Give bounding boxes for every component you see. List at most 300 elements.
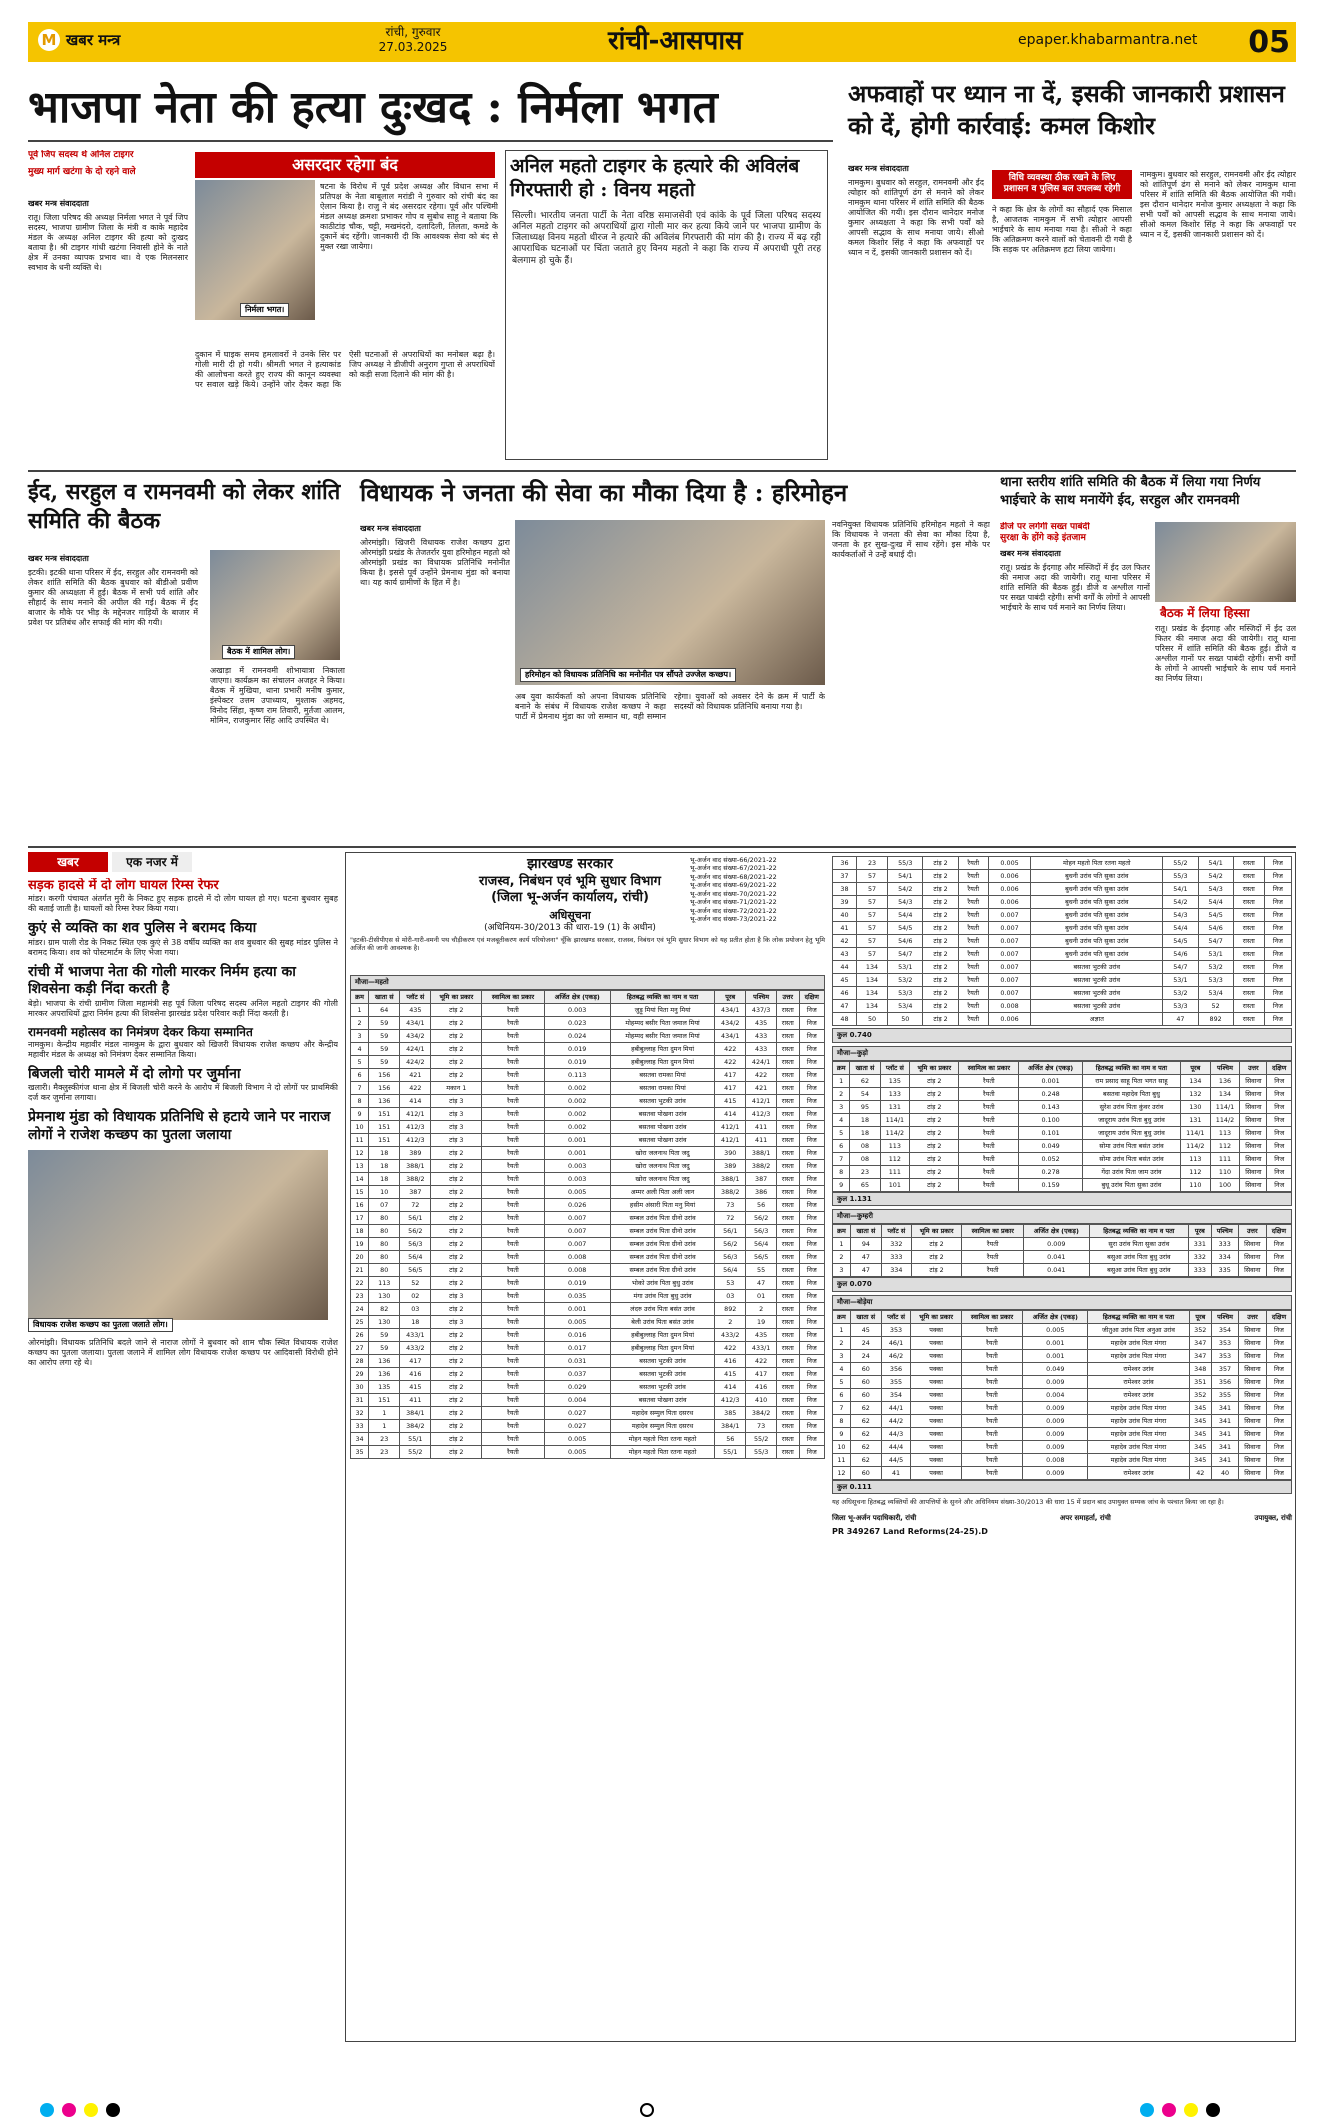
table-cell: निज (1266, 1375, 1291, 1388)
table-row (833, 1375, 1292, 1388)
table-cell: 14 (351, 1172, 369, 1185)
table-cell: टांड़ 3 (431, 1315, 482, 1328)
table-cell: महादेव उरांव पिता मंगरा (1088, 1349, 1189, 1362)
table-cell: 0.002 (544, 1107, 610, 1120)
table-cell: टांड़ 3 (431, 1133, 482, 1146)
table-cell: 9 (833, 1427, 851, 1440)
table-cell: 354 (881, 1388, 911, 1401)
table-cell: 57 (856, 922, 887, 935)
table-cell: 0.003 (544, 1172, 610, 1185)
table-cell: रास्ता (777, 1367, 799, 1380)
table-cell: 0.143 (1019, 1100, 1083, 1113)
table-cell: 56/1 (400, 1211, 431, 1224)
table-row (351, 1107, 825, 1120)
table-cell: निज (1266, 1440, 1291, 1453)
table-cell: 132 (1180, 1087, 1210, 1100)
table-cell: बसतवा पोखना उरांव (610, 1120, 715, 1133)
table-row (833, 1178, 1292, 1191)
table-cell: 412/3 (715, 1393, 746, 1406)
table-cell: 434/1 (715, 1029, 746, 1042)
table-cell: जादूराय उरांव पिता बुधु उरांव (1082, 1113, 1180, 1126)
column-header: प्लॉट सं (881, 1225, 911, 1238)
table-cell: 411 (746, 1133, 777, 1146)
table-cell: रैयती (482, 1276, 544, 1289)
table-cell: 434/2 (400, 1029, 431, 1042)
eid-col1 (28, 550, 198, 840)
table-cell: हबीबुल्लाह पिता दुमन मियां (610, 1055, 715, 1068)
table-cell: सिवाना (1240, 1087, 1267, 1100)
table-cell: मोहन महतो पिता रतना महतो (1031, 857, 1163, 870)
kamal-body-2: ने कहा कि क्षेत्र के लोगों का सौहार्द एक मिसाल है, आजतक नामकुम में सभी त्योहार आपसी भाईचारे के साथ मनाया गया है। सीओ ने कहा कि अतिक्रमण करने वालों को चेतावनी दी गयी है कि सड़क पर अतिक्रमण हटा लिया जायेगा। (992, 204, 1132, 254)
table-row (833, 974, 1292, 987)
column-header: पूरब (1180, 1061, 1210, 1074)
table-cell: टांड़ 2 (431, 1042, 482, 1055)
table-cell: 0.003 (544, 1003, 610, 1016)
nazar-tag: खबर (28, 852, 108, 872)
table-row (351, 1185, 825, 1198)
column-header: उत्तर (1238, 1225, 1266, 1238)
table-cell: मोहम्मद बसीर पिता जमाल मियां (610, 1029, 715, 1042)
table-row (833, 1251, 1292, 1264)
table-cell: रैयती (961, 1453, 1022, 1466)
table-cell: मंगा उरांव पिता बुधु उरांव (610, 1289, 715, 1302)
case-ref: भू-अर्जन वाद संख्या-66/2021-22 (690, 856, 777, 864)
table-cell: 23 (850, 1165, 880, 1178)
table-cell: 135 (880, 1074, 910, 1087)
table-cell: 59 (369, 1328, 400, 1341)
table-cell: सिवाना (1240, 1074, 1267, 1087)
table-cell: रैयती (961, 1349, 1022, 1362)
table-cell: रैयती (482, 1211, 544, 1224)
table-cell: टांड़ 2 (431, 1172, 482, 1185)
table-cell: रास्ता (1233, 935, 1264, 948)
table-cell: रैयती (958, 987, 988, 1000)
table-cell: 110 (1180, 1178, 1210, 1191)
table-cell: 53/1 (1163, 974, 1198, 987)
lead-bullet: पूर्व जिप सदस्य थे अनिल टाइगर (28, 150, 134, 160)
table-cell: 4 (833, 1113, 850, 1126)
table-cell: टांड़ 2 (923, 974, 958, 987)
table-cell: रैयती (482, 1393, 544, 1406)
table-cell: रास्ता (777, 1081, 799, 1094)
table-cell: 111 (1210, 1152, 1240, 1165)
table-cell: 0.052 (1019, 1152, 1083, 1165)
table-cell: बसुआ उरांव पिता बुधु उरांव (1089, 1264, 1189, 1277)
table-cell: सम्बल उरांव पिता ग्रीनो उरांव (610, 1237, 715, 1250)
table-cell: 0.019 (544, 1276, 610, 1289)
mouza-label: मौजा—महतो (350, 975, 825, 990)
table-cell: रास्ता (1233, 870, 1264, 883)
table-cell: 353 (1211, 1349, 1238, 1362)
table-cell: हबीबुल्लाह पिता दुमन मियां (610, 1341, 715, 1354)
table-cell: सिवाना (1240, 1100, 1267, 1113)
table-cell: 351 (1189, 1375, 1211, 1388)
ratu-body: रातू। प्रखंड के ईदगाह और मस्जिदों में ईद उल फितर की नमाज अदा की जायेगी। रातू थाना परिसर में शांति समिति की बैठक हुई। डीजे व अश्लील गानों पर सख्त पाबंदी रहेगी। सभी वर्गों के लोगों ने आपसी भाईचारे के साथ पर्व मनाने का निर्णय लिया। (1000, 562, 1150, 612)
table-cell: रैयती (958, 1000, 988, 1013)
table-row (351, 1432, 825, 1445)
table-cell: 0.001 (1023, 1349, 1088, 1362)
column-header: अर्जित क्षेत्र (एकड़) (1024, 1225, 1090, 1238)
table-cell: 0.003 (544, 1159, 610, 1172)
table-cell: 3 (351, 1029, 369, 1042)
table-cell: 44/1 (881, 1401, 911, 1414)
table-cell: रास्ता (777, 1328, 799, 1341)
table-cell: 421 (400, 1068, 431, 1081)
table-cell: 131 (1180, 1113, 1210, 1126)
table-cell: निज (799, 1003, 824, 1016)
table-cell: 417 (715, 1081, 746, 1094)
table-cell: 341 (1211, 1440, 1238, 1453)
table-cell: बसतवा रामका मियां (610, 1068, 715, 1081)
table-cell: पक्का (911, 1362, 961, 1375)
table-cell: निज (799, 1133, 824, 1146)
table-cell: 53/2 (888, 974, 923, 987)
table-cell: 0.002 (544, 1094, 610, 1107)
table-cell: रास्ता (777, 1146, 799, 1159)
table-cell: 18 (369, 1146, 400, 1159)
table-cell: रैयती (958, 948, 988, 961)
table-cell: 9 (833, 1178, 850, 1191)
table-cell: भोको उरांव पिता बुधु उरांव (610, 1276, 715, 1289)
table-cell: टांड़ 2 (431, 1432, 482, 1445)
table-cell: 417 (746, 1367, 777, 1380)
table-cell: 422 (715, 1042, 746, 1055)
ratu-col1 (1000, 522, 1150, 842)
table-cell: 80 (369, 1250, 400, 1263)
table-cell: 54/6 (1198, 922, 1233, 935)
table-cell: 131 (880, 1100, 910, 1113)
table-cell: 416 (715, 1354, 746, 1367)
table-cell: रैयती (959, 1152, 1019, 1165)
table-cell: 134 (856, 987, 887, 1000)
table-cell: टांड़ 2 (910, 1074, 959, 1087)
table-row (351, 1445, 825, 1458)
table-cell: 56 (746, 1198, 777, 1211)
table-cell: रैयती (959, 1139, 1019, 1152)
table-cell: रास्ता (777, 1445, 799, 1458)
table-cell: 415 (715, 1094, 746, 1107)
table-cell: 0.001 (544, 1146, 610, 1159)
table-cell: 0.006 (988, 870, 1030, 883)
column-header: खाता सं (369, 990, 400, 1003)
table-cell: 48 (833, 1013, 857, 1026)
table-cell: 156 (369, 1068, 400, 1081)
table-cell: टांड़ 2 (910, 1178, 959, 1191)
table-cell: टांड़ 2 (910, 1113, 959, 1126)
table-cell: 53/1 (888, 961, 923, 974)
table-cell: सिवाना (1239, 1375, 1267, 1388)
table-cell: रैयती (961, 1362, 1022, 1375)
table-cell: 0.049 (1019, 1139, 1083, 1152)
table-cell: 136 (369, 1354, 400, 1367)
notice-refs (690, 856, 822, 924)
table-cell: 101 (880, 1178, 910, 1191)
table-cell: 111 (880, 1165, 910, 1178)
table-cell: बुधनी उरांव पति सुका उरांव (1031, 948, 1163, 961)
table-header-row (833, 1310, 1292, 1323)
table-cell: टांड़ 2 (431, 1380, 482, 1393)
table-cell: 0.004 (1023, 1388, 1088, 1401)
table-cell: 41 (881, 1466, 911, 1479)
table-cell: 2 (833, 1336, 851, 1349)
table-cell: 333 (881, 1251, 911, 1264)
column-header: प्लॉट सं (881, 1310, 911, 1323)
table-cell: टांड़ 2 (923, 883, 958, 896)
table-cell: निज (1266, 1401, 1291, 1414)
table-cell: 435 (746, 1328, 777, 1341)
table-cell: 0.005 (544, 1445, 610, 1458)
table-cell: 28 (351, 1354, 369, 1367)
table-cell: टांड़ 2 (431, 1146, 482, 1159)
table-row (833, 1238, 1292, 1251)
table-cell: 130 (369, 1289, 400, 1302)
table-cell: रास्ता (777, 1042, 799, 1055)
table-cell: निज (1264, 1000, 1291, 1013)
table-cell: टांड़ 2 (911, 1238, 962, 1251)
table-cell: रास्ता (777, 1289, 799, 1302)
table-cell: सोमा उरांव पिता बसंत उरांव (1082, 1152, 1180, 1165)
table-cell: 47 (850, 1264, 881, 1277)
table-cell: 20 (351, 1250, 369, 1263)
table-cell: 345 (1189, 1427, 1211, 1440)
table-cell: 422 (746, 1354, 777, 1367)
table-cell: 417 (400, 1354, 431, 1367)
table-cell: सम्बल उरांव पिता ग्रीनो उरांव (610, 1211, 715, 1224)
table-cell: बुधनी उरांव पति सुका उरांव (1031, 883, 1163, 896)
table-cell: रैयती (958, 857, 988, 870)
table-cell: 32 (351, 1406, 369, 1419)
table-cell: 17 (351, 1211, 369, 1224)
table-cell: निज (799, 1237, 824, 1250)
table-cell: 333 (1211, 1238, 1238, 1251)
table-cell: रास्ता (1233, 948, 1264, 961)
column-header: खाता सं (850, 1225, 881, 1238)
harimohan-photo (515, 520, 825, 685)
nazar-item-body: खलारी। मैक्लुस्कीगंज थाना क्षेत्र में बिजली चोरी करने के आरोप में बिजली विभाग ने दो लोगों पर प्राथमिकी दर्ज कर जुर्माना लगाया। (28, 1083, 338, 1103)
column-header: हितबद्ध व्यक्ति का नाम व पता (610, 990, 715, 1003)
table-cell: 388/2 (715, 1185, 746, 1198)
table-cell: 133 (880, 1087, 910, 1100)
table-cell: 16 (351, 1198, 369, 1211)
table-cell: 332 (881, 1238, 911, 1251)
table-cell: रास्ता (777, 1354, 799, 1367)
table-cell: 0.009 (1023, 1427, 1088, 1440)
table-cell: 417 (715, 1068, 746, 1081)
table-cell: 0.027 (544, 1406, 610, 1419)
table-cell: निज (799, 1406, 824, 1419)
table-cell: 53/1 (1198, 948, 1233, 961)
table-cell: टांड़ 2 (910, 1152, 959, 1165)
table-cell: रास्ता (777, 1068, 799, 1081)
lead-bullet: मुख्य मार्ग खटंगा के दो रहने वाले (28, 167, 136, 178)
table-cell: 19 (746, 1315, 777, 1328)
column-header: पूरब (1189, 1310, 1211, 1323)
total-row: कुल 0.070 (832, 1277, 1292, 1292)
table-cell: 11 (351, 1133, 369, 1146)
table-cell: 2 (833, 1251, 851, 1264)
table-cell: सिवाना (1240, 1178, 1267, 1191)
table-cell: रामेश्वर उरांव (1088, 1466, 1189, 1479)
table-cell: बुधू उरांव पिता सुका उरांव (1082, 1178, 1180, 1191)
table-cell: 41 (833, 922, 857, 935)
table-cell: 60 (850, 1388, 881, 1401)
photo-caption: बैठक में लिया हिस्सा (1160, 606, 1250, 620)
table-cell: 02 (400, 1289, 431, 1302)
table-cell: 136 (369, 1367, 400, 1380)
table-cell: 114/1 (1210, 1100, 1240, 1113)
table-cell: 151 (369, 1120, 400, 1133)
table-cell: टांड़ 2 (431, 1367, 482, 1380)
table-cell: 56/3 (400, 1237, 431, 1250)
table-cell: टांड़ 2 (431, 1341, 482, 1354)
table-cell: 43 (833, 948, 857, 961)
notice-signatures (832, 1514, 1292, 1523)
table-row (351, 1211, 825, 1224)
table-cell: पक्का (911, 1440, 961, 1453)
table-row (351, 1042, 825, 1055)
column-header: प्लॉट सं (400, 990, 431, 1003)
table-cell: खोरा जलनाथ पिता जदु (610, 1172, 715, 1185)
table-cell: रास्ता (777, 1250, 799, 1263)
table-cell: सिवाना (1240, 1113, 1267, 1126)
nazar-item-headline: रांची में भाजपा नेता की गोली मारकर निर्मम हत्या का शिवसेना कड़ी निंदा करती है (28, 963, 296, 998)
table-cell: 21 (351, 1263, 369, 1276)
table-cell: 892 (715, 1302, 746, 1315)
table-cell: टांड़ 2 (923, 909, 958, 922)
table-cell: रैयती (482, 1250, 544, 1263)
table-cell: 412/1 (715, 1133, 746, 1146)
table-cell: 47 (850, 1251, 881, 1264)
column-header: स्वामित्व का प्रकार (961, 1310, 1022, 1323)
table-cell: रैयती (958, 974, 988, 987)
table-cell: 433/1 (746, 1341, 777, 1354)
table-row (833, 857, 1292, 870)
table-cell: टांड़ 2 (910, 1139, 959, 1152)
table-cell: रैयती (482, 1328, 544, 1341)
table-cell: बसतवा भुटकी उरांव (1031, 987, 1163, 1000)
table-cell: पक्का (911, 1349, 961, 1362)
table-cell: 1 (833, 1238, 851, 1251)
column-header: अर्जित क्षेत्र (एकड़) (1019, 1061, 1083, 1074)
table-cell: 7 (833, 1401, 851, 1414)
table-cell: 54/1 (888, 870, 923, 883)
table-cell: 0.001 (544, 1302, 610, 1315)
table-row (351, 1159, 825, 1172)
table-cell: निज (1266, 1264, 1291, 1277)
table-cell: रास्ता (1233, 987, 1264, 1000)
table-cell: 55/3 (746, 1445, 777, 1458)
table-cell: रामेश्वर उरांव (1088, 1362, 1189, 1375)
table-header-row (351, 990, 825, 1003)
nazar-item-body: मांडर। करगी पंचायत अंतर्गत मुरी के निकट हुए सड़क हादसे में दो लोग घायल हो गए। घटना बुधवार सुबह की बताई जाती है। घायलों को रिम्स रेफर किया गया। (28, 894, 338, 914)
table-cell: रैयती (482, 1146, 544, 1159)
table-cell: 421 (746, 1081, 777, 1094)
table-cell: रास्ता (777, 1133, 799, 1146)
table-cell: 388/1 (715, 1172, 746, 1185)
table-cell: 35 (351, 1445, 369, 1458)
table-cell: 56/1 (715, 1224, 746, 1237)
table-cell: निज (799, 1393, 824, 1406)
table-cell: 3 (833, 1264, 851, 1277)
table-cell: 13 (351, 1159, 369, 1172)
table-cell: 134 (1210, 1087, 1240, 1100)
table-cell: सम्बल उरांव पिता ग्रीनो उरांव (610, 1250, 715, 1263)
table-cell: निज (1267, 1100, 1292, 1113)
column-header: पश्चिम (1211, 1310, 1238, 1323)
table-cell: 0.005 (1023, 1323, 1088, 1336)
table-cell: रैयती (961, 1323, 1022, 1336)
table-row (351, 1263, 825, 1276)
table-cell: 10 (833, 1440, 851, 1453)
table-cell: टांड़ 2 (431, 1198, 482, 1211)
table-cell: 03 (400, 1302, 431, 1315)
table-row (833, 1414, 1292, 1427)
table-cell: 44/4 (881, 1440, 911, 1453)
table-cell: 0.001 (1023, 1336, 1088, 1349)
table-cell: निज (1267, 1113, 1292, 1126)
table-cell: 22 (351, 1276, 369, 1289)
table-cell: रैयती (961, 1375, 1022, 1388)
byline: खबर मन्त्र संवाददाता (848, 164, 909, 173)
table-cell: 56/2 (715, 1237, 746, 1250)
table-cell: रैयती (959, 1126, 1019, 1139)
table-cell: सिवाना (1239, 1349, 1267, 1362)
table-cell: 424/1 (400, 1042, 431, 1055)
table-cell: 80 (369, 1224, 400, 1237)
table-row (351, 1419, 825, 1432)
table-cell: 0.159 (1019, 1178, 1083, 1191)
table-row (833, 870, 1292, 883)
table-cell: 0.005 (544, 1315, 610, 1328)
table-cell: 30 (351, 1380, 369, 1393)
table-cell: निज (799, 1120, 824, 1133)
table-cell: रैयती (959, 1087, 1019, 1100)
table-cell: 52 (400, 1276, 431, 1289)
table-cell: 0.007 (988, 987, 1030, 1000)
table-cell: 0.006 (988, 1013, 1030, 1026)
total-value: 0.070 (849, 1280, 872, 1288)
table-cell: मोहन महतो पिता रतना महतो (610, 1432, 715, 1445)
table-cell: 0.008 (1023, 1453, 1088, 1466)
table-cell: निज (1264, 857, 1291, 870)
table-cell: 0.009 (1024, 1238, 1090, 1251)
lead-body-3: दुकान में घाइक समय हमलावरों ने उनके सिर पर गोली मारी दी हो गयी। श्रीमती भगत ने हत्याकांड की आलोचना करते हुए राज्य की कानून व्यवस्था पर सवाल खड़े किये। उन्होंने जोर देकर कहा कि ऐसी घटनाओं से अपराधियों का मनोबल बढ़ा है। जिप अध्यक्ष ने डीजीपी अनुराग गुप्ता से अपराधियों को कड़ी सजा दिलाने की मांग की है। (195, 350, 495, 389)
table-cell: 60 (850, 1375, 881, 1388)
table-cell: निज (1264, 935, 1291, 948)
kamal-col1 (848, 160, 984, 460)
table-cell: 433/2 (400, 1341, 431, 1354)
table-cell: महादेव सम्मुल पिता दसरथ (610, 1419, 715, 1432)
table-cell: 433/1 (400, 1328, 431, 1341)
epaper-url[interactable]: epaper.khabarmantra.net (1018, 32, 1198, 48)
table-cell: 8 (833, 1414, 851, 1427)
table-row (833, 1362, 1292, 1375)
table-cell: 53 (715, 1276, 746, 1289)
table-cell: 23 (856, 857, 887, 870)
notice-label: अधिसूचना (549, 909, 591, 922)
table-cell: 56/5 (400, 1263, 431, 1276)
table-cell: सिवाना (1239, 1466, 1267, 1479)
table-cell: रैयती (482, 1406, 544, 1419)
table-cell: सिवाना (1238, 1238, 1266, 1251)
table-cell: 1 (833, 1323, 851, 1336)
table-cell: निज (1264, 883, 1291, 896)
case-ref: भू-अर्जन वाद संख्या-73/2021-22 (690, 915, 777, 924)
table-cell: 37 (833, 870, 857, 883)
table-cell: निज (1264, 1013, 1291, 1026)
table-cell: 56/4 (400, 1250, 431, 1263)
table-cell: 0.009 (1023, 1440, 1088, 1453)
